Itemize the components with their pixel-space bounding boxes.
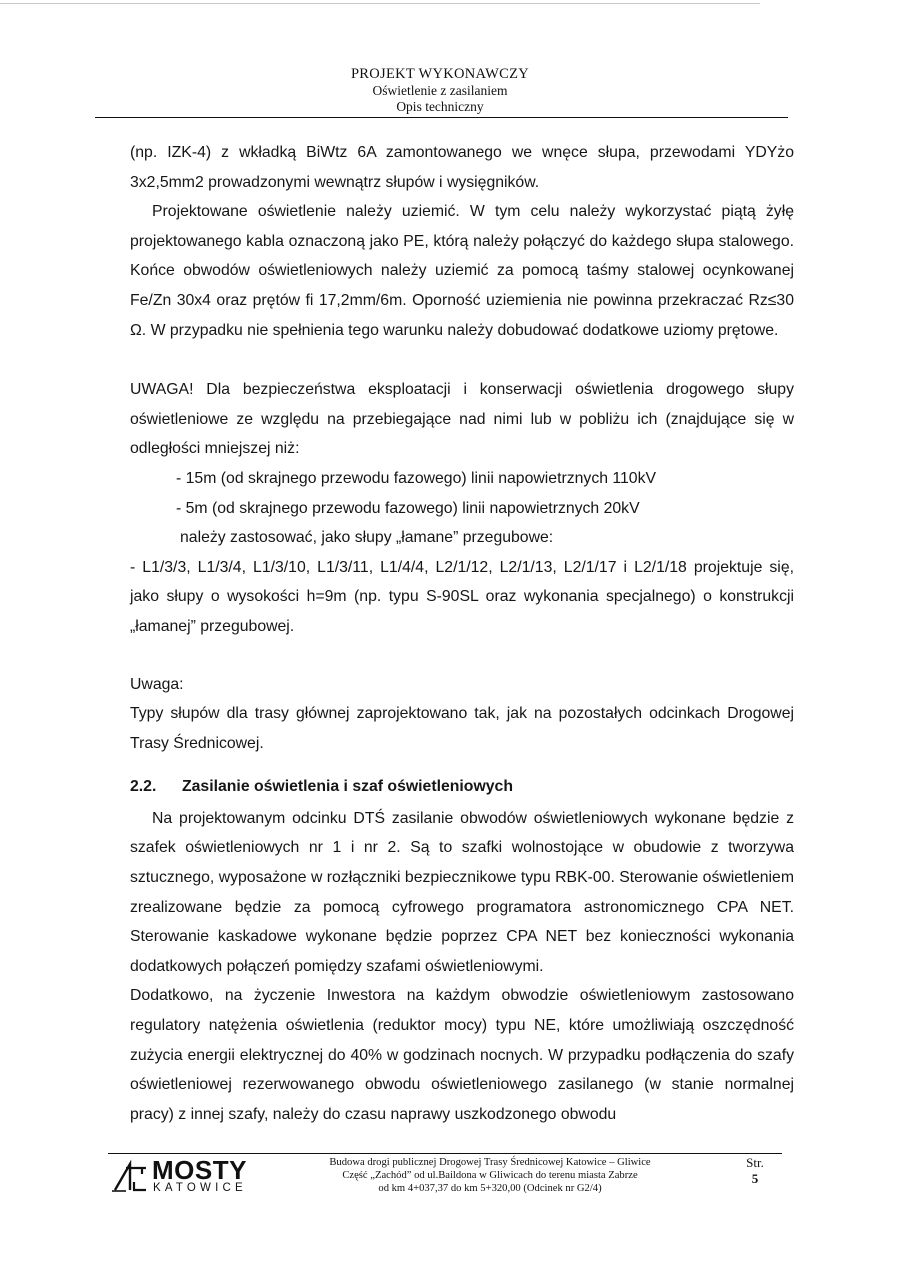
- header-rule: [95, 117, 788, 118]
- distance-list: [130, 464, 794, 553]
- paragraph-power-supply: Na projektowanym odcinku DTŚ zasilanie obwodów oświetleniowych wykonane będzie z szafek oświetleniowych nr 1 i nr 2. Są to szafki wolnostojące w obudowie z tworzywa sztucznego, wyposażone w rozłączniki bezpiecznikowe typu RBK-00. Sterowanie oświetleniem zrealizowane będzie za pomocą cyfrowego programatora astronomicznego CPA NET. Sterowanie kaskadowe wykonane będzie poprzez CPA NET bez konieczności wykonania dodatkowych połączeń pomiędzy szafami oświetleniowymi.: [130, 809, 794, 975]
- list-item: należy zastosować, jako słupy „łamane” przegubowe:: [180, 529, 554, 547]
- document-body: [130, 138, 794, 1129]
- page-number: 5: [751, 1171, 759, 1186]
- list-item: - 5m (od skrajnego przewodu fazowego) linii napowietrznych 20kV: [176, 499, 640, 517]
- footer-project-info: [300, 1156, 680, 1195]
- company-logo: [112, 1155, 312, 1198]
- page-header: [90, 66, 790, 115]
- logo-subtitle: KATOWICE: [153, 1182, 247, 1194]
- footer-line: od km 4+037,37 do km 5+320,00 (Odcinek nr G2/4): [378, 1183, 602, 1194]
- header-doc-type: Opis techniczny: [396, 99, 484, 114]
- header-project-title: PROJEKT WYKONAWCZY: [350, 66, 530, 82]
- note-title: Uwaga:: [130, 675, 184, 693]
- paragraph-1-line-2: 3x2,5mm2 prowadzonymi wewnątrz słupów i wysięgników.: [130, 173, 540, 191]
- note-text: Typy słupów dla trasy głównej zaprojektowano tak, jak na pozostałych odcinkach Drogowej Trasy Średnicowej.: [130, 705, 794, 752]
- paragraph-uwaga-warning: UWAGA! Dla bezpieczeństwa eksploatacji i konserwacji oświetlenia drogowego słupy oświetleniowe ze względu na przebiegające nad nimi lub w pobliżu ich (znajdujące się w odległości mniejszej niż:: [130, 381, 794, 458]
- header-subject: Oświetlenie z zasilaniem: [372, 83, 508, 98]
- footer-line: Część „Zachód” od ul.Baildona w Gliwicach do terenu miasta Zabrze: [342, 1170, 638, 1181]
- paragraph-regulators: Dodatkowo, na życzenie Inwestora na każdym obwodzie oświetleniowym zastosowano regulatory natężenia oświetlenia (reduktor mocy) typu NE, które umożliwiają oszczędność zużycia energii elektrycznej do 40% w godzinach nocnych. W przypadku podłączenia do szafy oświetleniowej rezerwowanego obwodu oświetleniowego zasilanego (w stanie normalnej pracy) z innej szafy, należy do czasu naprawy uszkodzonego obwodu: [130, 987, 794, 1123]
- section-title: Zasilanie oświetlenia i szaf oświetleniowych: [182, 778, 513, 796]
- spacer: [130, 345, 794, 375]
- paragraph-1-line-1: (np. IZK-4) z wkładką BiWtz 6A zamontowanego we wnęce słupa, przewodami YDYżo: [130, 144, 794, 161]
- page-number-block: [735, 1155, 775, 1187]
- footer-rule: [108, 1153, 782, 1154]
- paragraph-poles: - L1/3/3, L1/3/4, L1/3/10, L1/3/11, L1/4/4, L2/1/12, L2/1/13, L2/1/17 i L2/1/18 projektuje się, jako słupy o wysokości h=9m (np. typu S-90SL oraz wykonania specjalnego) o konstrukcji „łamanej” przegubowej.: [130, 558, 794, 635]
- section-heading: [130, 772, 794, 802]
- scan-top-line: [0, 3, 760, 4]
- footer-line: Budowa drogi publicznej Drogowej Trasy Średnicowej Katowice – Gliwice: [329, 1157, 651, 1168]
- spacer: [130, 642, 794, 670]
- page-label: Str.: [746, 1155, 764, 1170]
- logo-mark-icon: [112, 1158, 148, 1192]
- logo-wordmark: MOSTY: [152, 1155, 247, 1185]
- section-number: 2.2.: [130, 778, 157, 796]
- paragraph-grounding: Projektowane oświetlenie należy uziemić. W tym celu należy wykorzystać piątą żyłę projektowanego kabla oznaczoną jako PE, którą należy połączyć do każdego słupa stalowego. Końce obwodów oświetleniowych należy uziemić za pomocą taśmy stalowej ocynkowanej Fe/Zn 30x4 oraz prętów fi 17,2mm/6m. Oporność uziemienia nie powinna przekraczać Rz≤30 Ω. W przypadku nie spełnienia tego warunku należy dobudować dodatkowe uziomy prętowe.: [130, 203, 794, 339]
- list-item: - 15m (od skrajnego przewodu fazowego) linii napowietrznych 110kV: [176, 469, 657, 487]
